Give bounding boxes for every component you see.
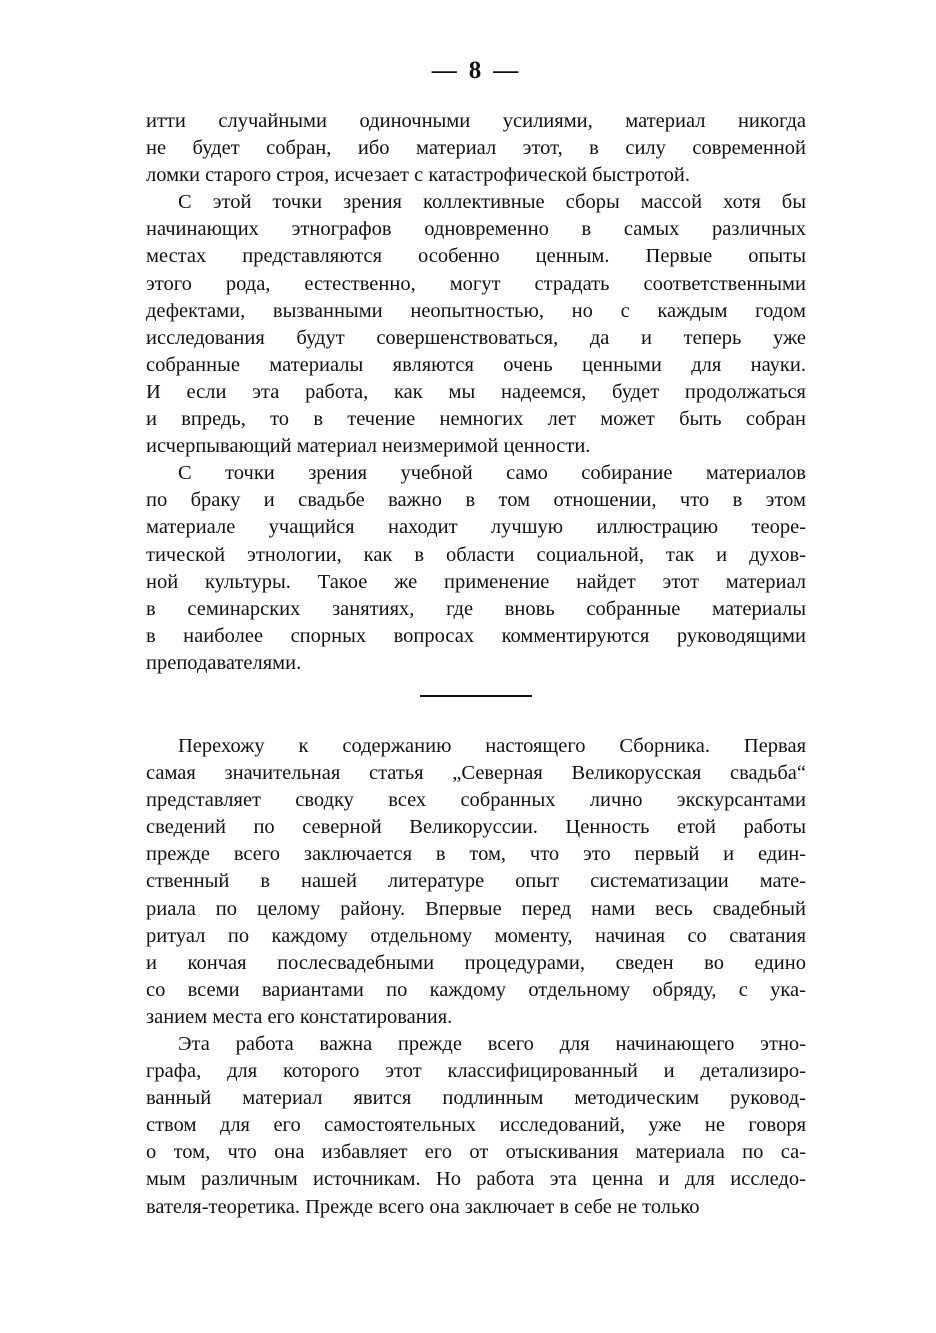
text-line: материале учащийся находит лучшую иллюстрацию теоре- — [146, 516, 806, 539]
text-section-after-separator — [146, 733, 806, 1221]
text-line: в наиболее спорных вопросах комментируются руководящими — [146, 624, 806, 647]
text-line: начинающих этнографов одновременно в самых различных — [146, 218, 806, 241]
paragraph — [146, 733, 806, 1031]
text-line: ванный материал явится подлинным методическим руковод- — [146, 1087, 806, 1110]
text-line: ственный в нашей литературе опыт систематизации мате- — [146, 870, 806, 893]
text-line: о том, что она избавляет его от отыскивания материала по са- — [146, 1141, 806, 1164]
text-section-before-separator — [146, 108, 806, 677]
text-line: дефектами, вызванными неопытностью, но с каждым годом — [146, 299, 806, 322]
text-line: И если эта работа, как мы надеемся, будет продолжаться — [146, 380, 806, 403]
text-line: Эта работа важна прежде всего для начинающего этно- — [178, 1033, 806, 1055]
text-line: Перехожу к содержанию настоящего Сборника. Первая — [178, 734, 806, 757]
page-number-header — [146, 56, 806, 86]
paragraph — [146, 460, 806, 677]
text-line: со всеми вариантами по каждому отдельному обряду, с ука- — [146, 978, 806, 1001]
text-line: исследования будут совершенствоваться, да и теперь уже — [146, 326, 806, 349]
text-line: местах представляются особенно ценным. Первые опыты — [146, 245, 806, 268]
text-line: С точки зрения учебной само собирание материалов — [178, 462, 806, 485]
text-line: ломки старого строя, исчезает с катастрофической быстротой. — [146, 164, 690, 187]
paragraph — [146, 108, 806, 189]
text-line: вателя-теоретика. Прежде всего она заключает в себе не только — [146, 1195, 700, 1218]
paragraph — [146, 189, 806, 460]
book-page — [146, 56, 806, 1221]
text-line: ритуал по каждому отдельному моменту, начиная со сватания — [146, 924, 806, 947]
text-line: графа, для которого этот классифицированный и детализиро- — [146, 1060, 806, 1083]
text-line: преподавателями. — [146, 651, 302, 674]
text-line: мым различным источникам. Но работа эта ценна и для исследо- — [146, 1168, 806, 1191]
page-number-dash-right: — — [493, 57, 521, 84]
text-line: этого рода, естественно, могут страдать соответственными — [146, 272, 806, 295]
page-number-dash-left: — — [431, 57, 459, 84]
text-line: тической этнологии, как в области социальной, так и духов- — [146, 543, 806, 566]
text-line: исчерпывающий материал неизмеримой ценности. — [146, 435, 591, 458]
text-line: и впредь, то в течение немногих лет может быть собран — [146, 408, 806, 431]
text-line: в семинарских занятиях, где вновь собранные материалы — [146, 597, 806, 620]
text-line: прежде всего заключается в том, что это первый и един- — [146, 843, 806, 866]
text-line: риала по целому району. Впервые перед нами весь свадебный — [146, 897, 806, 920]
text-line: представляет сводку всех собранных лично экскурсантами — [146, 789, 806, 812]
text-line: занием места его констатирования. — [146, 1005, 453, 1028]
text-line: не будет собран, ибо материал этот, в силу современной — [146, 137, 806, 160]
text-line: сведений по северной Великоруссии. Ценность етой работы — [146, 816, 806, 839]
section-separator — [420, 695, 532, 697]
text-line: ной культуры. Такое же применение найдет этот материал — [146, 570, 806, 593]
text-line: ством для его самостоятельных исследований, уже не говоря — [146, 1114, 806, 1137]
page-number: 8 — [468, 57, 484, 84]
text-line: С этой точки зрения коллективные сборы массой хотя бы — [178, 191, 806, 214]
paragraph — [146, 1031, 806, 1221]
text-line: и кончая послесвадебными процедурами, сведен во едино — [146, 951, 806, 974]
text-line: по браку и свадьбе важно в том отношении, что в этом — [146, 489, 806, 512]
text-line: итти случайными одиночными усилиями, материал никогда — [146, 110, 806, 132]
text-line: самая значительная статья „Северная Великорусская свадьба“ — [146, 762, 806, 785]
text-line: собранные материалы являются очень ценными для науки. — [146, 353, 806, 376]
